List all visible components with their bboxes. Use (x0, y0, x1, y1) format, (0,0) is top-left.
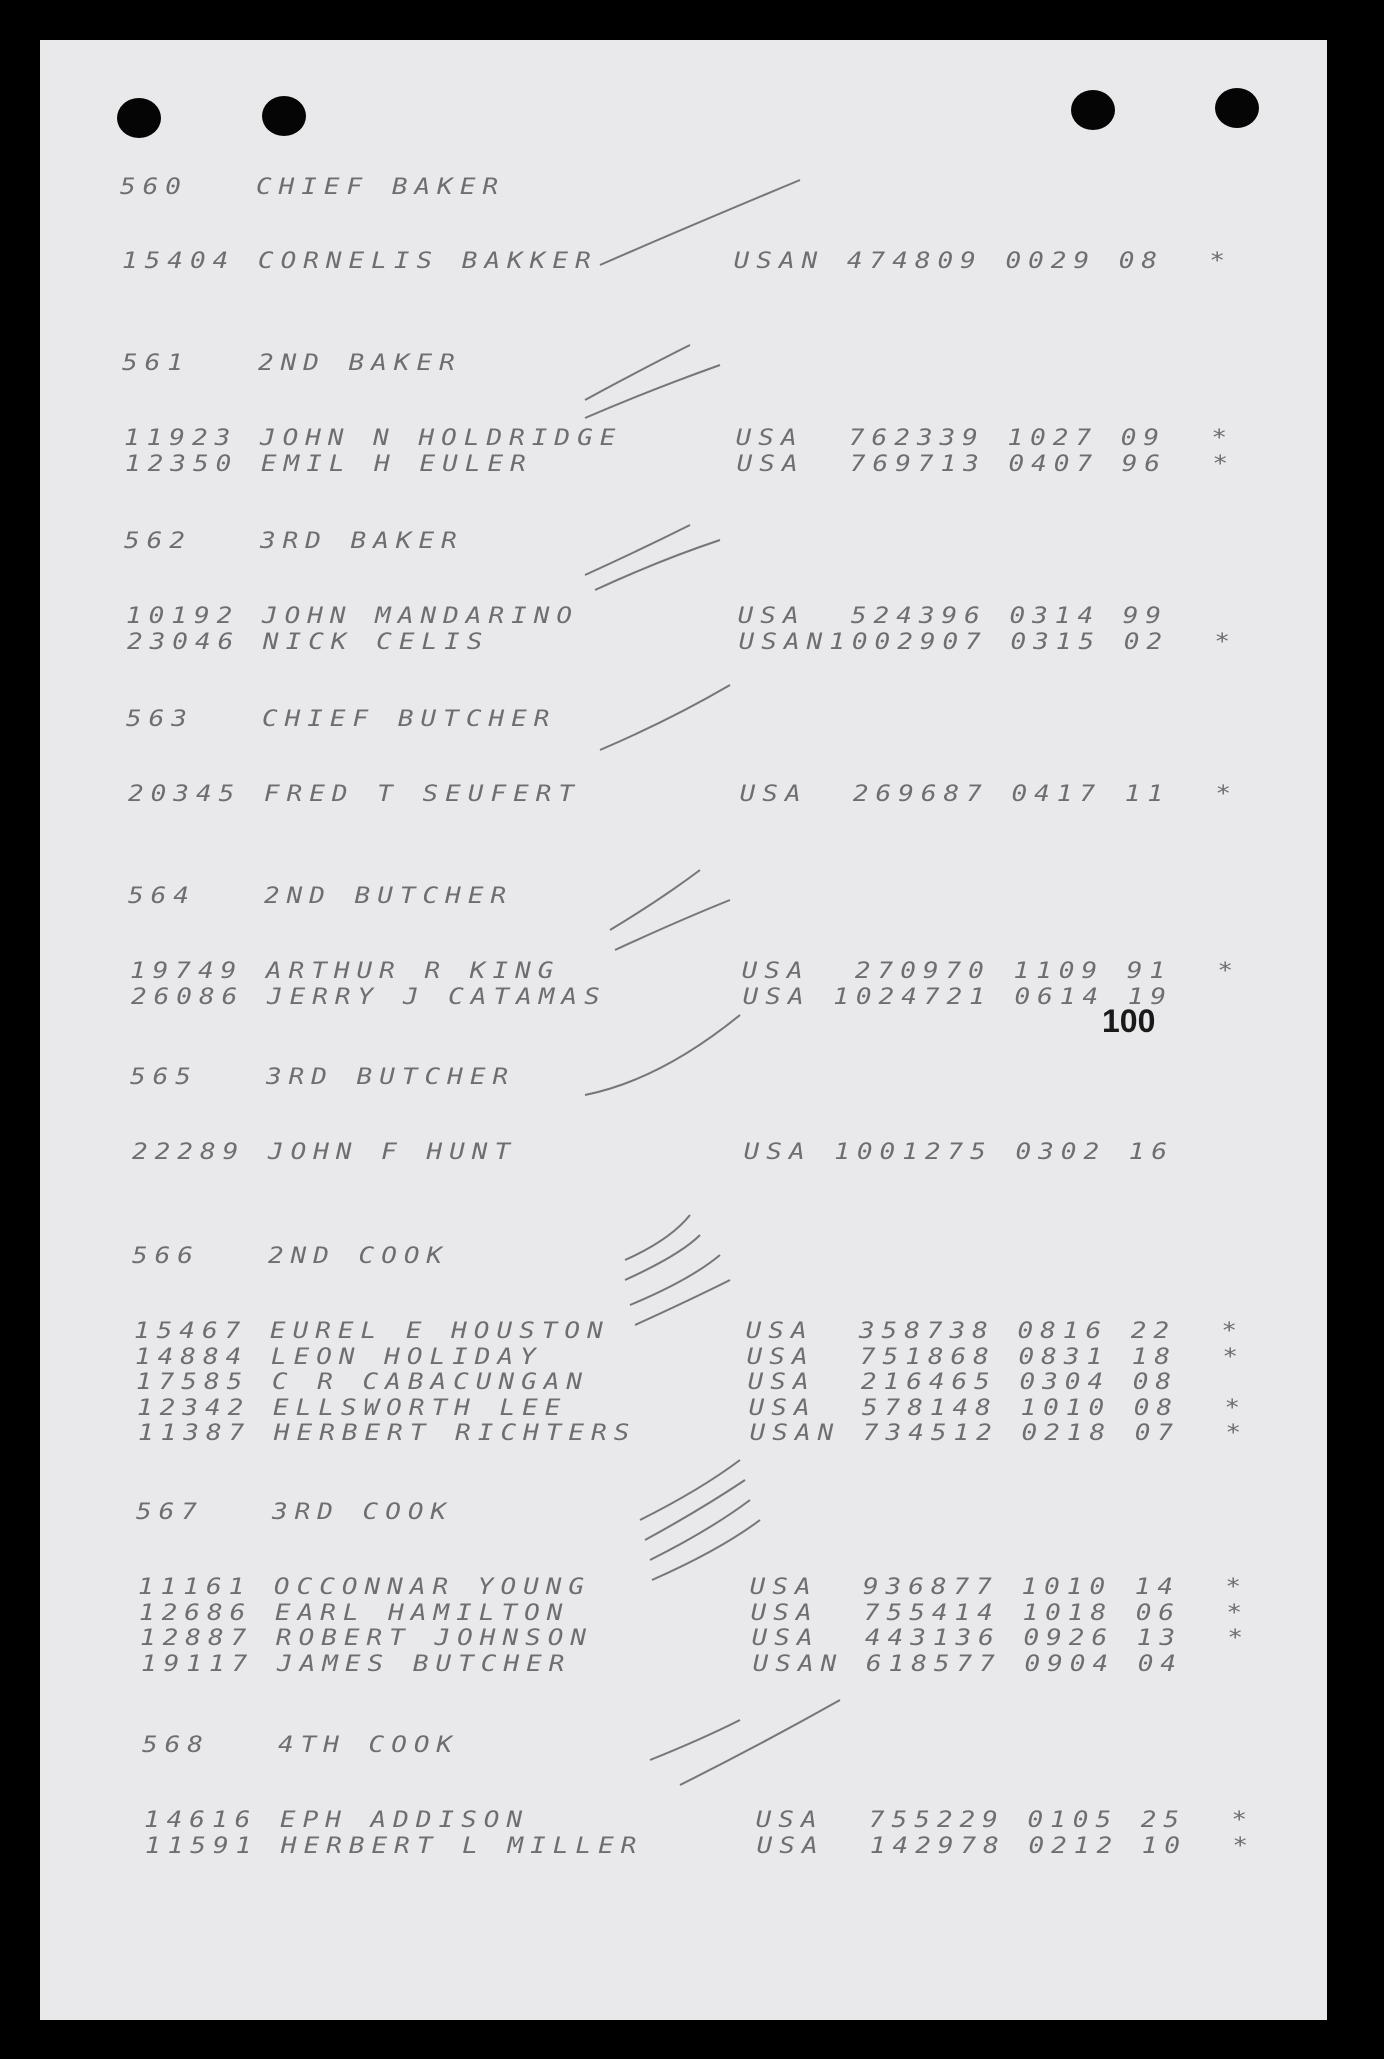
crew-row: 15467 EUREL E HOUSTON USA 358738 0816 22 * (134, 1318, 1245, 1344)
document-page (40, 40, 1327, 2020)
section-title: 4TH COOK (277, 1732, 460, 1758)
crew-row: 20345 FRED T SEUFERT USA 269687 0417 11 * (128, 781, 1239, 807)
section-header (128, 885, 513, 907)
crew-row: 12350 EMIL H EULER USA 769713 0407 96 * (125, 450, 1236, 477)
section-title: 2ND BUTCHER (263, 883, 514, 909)
crew-row: 12342 ELLSWORTH LEE USA 578148 1010 08 * (137, 1394, 1248, 1421)
crew-row: 23046 NICK CELIS USAN1002907 0315 02 * (127, 628, 1238, 655)
section-header (130, 1066, 515, 1088)
punch-hole (262, 96, 306, 136)
section-code: 568 (142, 1732, 210, 1758)
punch-hole (117, 98, 161, 138)
crew-row: 12887 ROBERT JOHNSON USA 443136 0926 13 * (140, 1625, 1251, 1651)
crew-row: 11923 JOHN N HOLDRIDGE USA 762339 1027 09 * (124, 425, 1235, 451)
section-title: 3RD COOK (271, 1499, 454, 1525)
punch-hole (1071, 90, 1115, 130)
section-code: 562 (124, 528, 192, 554)
section-code: 566 (132, 1243, 200, 1269)
crew-row: 14884 LEON HOLIDAY USA 751868 0831 18 * (135, 1343, 1246, 1370)
section-code: 564 (128, 883, 196, 909)
section-code: 563 (126, 706, 194, 732)
section-header (122, 352, 462, 374)
section-title: 3RD BUTCHER (265, 1064, 516, 1090)
section-code: 567 (136, 1499, 204, 1525)
section-code: 561 (122, 350, 190, 376)
section-title: 2ND COOK (267, 1243, 450, 1269)
crew-row: 14616 EPH ADDISON USA 755229 0105 25 * (144, 1807, 1255, 1833)
section-code: 560 (120, 174, 188, 200)
section-title: CHIEF BUTCHER (261, 706, 557, 732)
crew-row: 26086 JERRY J CATAMAS USA 1024721 0614 19 (131, 983, 1174, 1010)
crew-row: 17585 C R CABACUNGAN USA 216465 0304 08 (136, 1369, 1179, 1395)
punch-hole (1215, 88, 1259, 128)
section-header (120, 176, 505, 198)
crew-row: 22289 JOHN F HUNT USA 1001275 0302 16 (132, 1139, 1175, 1165)
section-header (142, 1734, 459, 1756)
section-title: CHIEF BAKER (255, 174, 506, 200)
section-header (126, 708, 556, 730)
section-title: 2ND BAKER (257, 350, 462, 376)
crew-row: 10192 JOHN MANDARINO USA 524396 0314 99 (126, 603, 1169, 629)
section-header (132, 1245, 449, 1267)
section-header (136, 1501, 453, 1523)
section-title: 3RD BAKER (259, 528, 464, 554)
crew-row: 11387 HERBERT RICHTERS USAN 734512 0218 07 * (138, 1420, 1249, 1446)
crew-row: 15404 CORNELIS BAKKER USAN 474809 0029 08 * (122, 248, 1233, 274)
section-header (124, 530, 464, 552)
crew-row: 11161 OCCONNAR YOUNG USA 936877 1010 14 * (138, 1574, 1249, 1600)
crew-row: 11591 HERBERT L MILLER USA 142978 0212 10 * (145, 1832, 1256, 1859)
crew-row: 19749 ARTHUR R KING USA 270970 1109 91 * (130, 958, 1241, 984)
crew-row: 19117 JAMES BUTCHER USAN 618577 0904 04 (141, 1650, 1184, 1677)
section-code: 565 (130, 1064, 198, 1090)
crew-row: 12686 EARL HAMILTON USA 755414 1018 06 * (139, 1599, 1250, 1626)
page-number-stamp: 100 (1102, 1003, 1156, 1039)
